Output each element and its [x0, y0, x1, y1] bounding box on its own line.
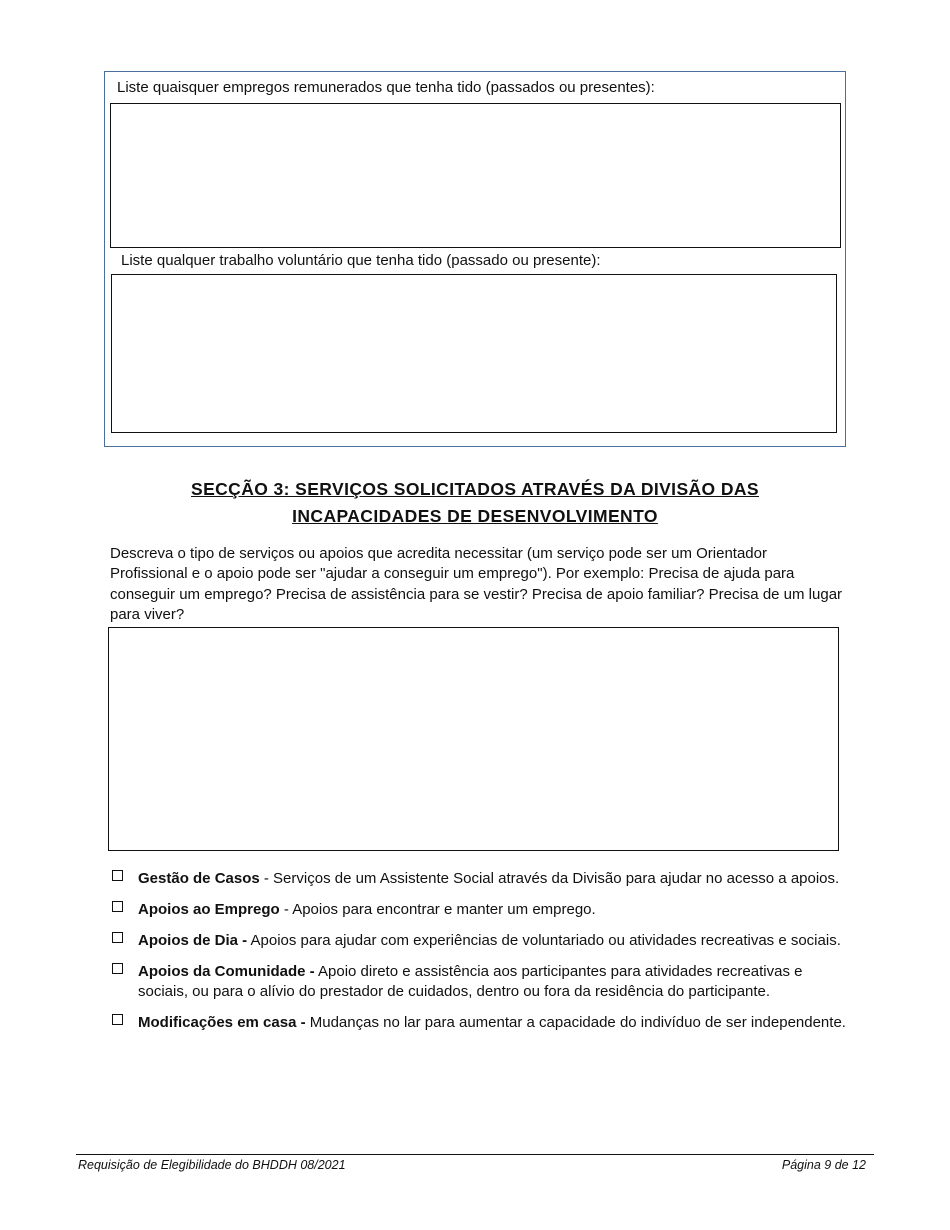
option-text	[138, 962, 835, 1002]
day-supports-checkbox[interactable]	[112, 932, 123, 943]
option-text	[138, 1013, 880, 1033]
option-title: Gestão de Casos	[138, 870, 260, 887]
section3-title-line1: SECÇÃO 3: SERVIÇOS SOLICITADOS ATRAVÉS DA DIVISÃO DAS	[191, 479, 759, 499]
option-title: Apoios da Comunidade -	[138, 963, 315, 980]
home-modifications-checkbox[interactable]	[112, 1014, 123, 1025]
option-description: Apoio direto e assistência aos participantes para atividades recreativas e sociais, ou para o alívio do prestador de cuidados, dentro ou fora da residência do participante.	[138, 963, 803, 1000]
footer-divider	[76, 1154, 874, 1155]
case-management-checkbox[interactable]	[112, 870, 123, 881]
volunteer-work-textbox[interactable]	[111, 274, 837, 433]
option-title: Modificações em casa -	[138, 1014, 306, 1031]
option-description: - Serviços de um Assistente Social através da Divisão para ajudar no acesso a apoios.	[259, 870, 840, 887]
option-text	[138, 931, 880, 951]
volunteer-work-label: Liste qualquer trabalho voluntário que tenha tido (passado ou presente):	[121, 252, 601, 269]
option-description: Mudanças no lar para aumentar a capacidade do indivíduo de ser independente.	[305, 1014, 846, 1031]
option-description: - Apoios para encontrar e manter um emprego.	[279, 901, 596, 918]
section3-title-line2: INCAPACIDADES DE DESENVOLVIMENTO	[292, 506, 658, 526]
option-title: Apoios ao Emprego	[138, 901, 280, 918]
employment-supports-checkbox[interactable]	[112, 901, 123, 912]
footer-form-name: Requisição de Elegibilidade do BHDDH 08/2021	[78, 1158, 346, 1172]
option-text	[138, 900, 880, 920]
option-title: Apoios de Dia -	[138, 932, 248, 949]
option-description: Apoios para ajudar com experiências de voluntariado ou atividades recreativas e sociais.	[247, 932, 841, 949]
paid-jobs-label: Liste quaisquer empregos remunerados que tenha tido (passados ou presentes):	[117, 79, 655, 96]
services-description-textbox[interactable]	[108, 627, 839, 851]
section3-instructions: Descreva o tipo de serviços ou apoios que acredita necessitar (um serviço pode ser um Orientador Profissional e o apoio pode ser "ajudar a conseguir um emprego"). Por exemplo: Precisa de ajuda para conseguir um emprego? Precisa de assistência para se vestir? Precisa de apoio familiar? Precisa de um lugar para viver?	[110, 545, 843, 623]
community-supports-checkbox[interactable]	[112, 963, 123, 974]
footer-page-number: Página 9 de 12	[781, 1158, 866, 1172]
paid-jobs-textbox[interactable]	[110, 103, 841, 248]
option-text	[138, 869, 880, 889]
